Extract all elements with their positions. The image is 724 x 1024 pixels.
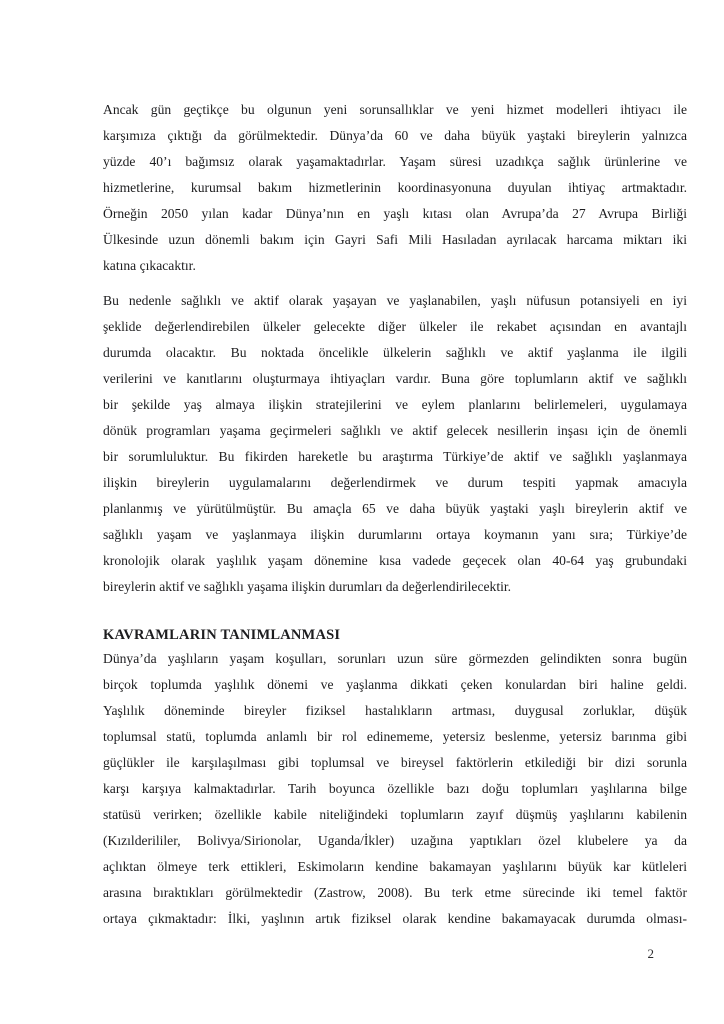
text-line: birçok toplumda yaşlılık dönemi ve yaşlanma dikkati çeken konulardan biri haline geldi. (103, 677, 687, 692)
text-line: planlanmış ve yürütülmüştür. Bu amaçla 65 ve daha büyük yaştaki yaşlı bireylerin aktif ve (103, 501, 687, 516)
text-line: katına çıkacaktır. (103, 258, 196, 273)
paragraph-concepts (103, 646, 687, 932)
text-line: Örneğin 2050 yılan kadar Dünya’nın en yaşlı kıtası olan Avrupa’da 27 Avrupa Birliği (103, 206, 687, 221)
text-line: Ülkesinde uzun dönemli bakım için Gayri Safi Mili Hasıladan ayrılacak harcama miktarı iki (103, 232, 687, 247)
text-line: ortaya çıkmaktadır: İlki, yaşlının artık fiziksel olarak kendine bakamayacak durumda olması- (103, 911, 687, 926)
text-line: Dünya’da yaşlıların yaşam koşulları, sorunları uzun süre görmezden gelindikten sonra bugün (103, 651, 687, 666)
text-line: güçlükler ile karşılaşılması gibi toplumsal ve bireysel faktörlerin etkilediği bir dizi sorunla (103, 755, 687, 770)
text-line: kronolojik olarak yaşlılık yaşam dönemine kısa vadede geçecek olan 40-64 yaş grubundaki (103, 553, 687, 568)
text-line: toplumsal statü, toplumda anlamlı bir rol edinememe, yetersiz beslenme, yetersiz barınma gibi (103, 729, 687, 744)
text-line: ilişkin bireylerin uygulamalarını değerlendirmek ve durum tespiti yapmak amacıyla (103, 475, 687, 490)
text-line: yüzde 40’ı bağımsız olarak yaşamaktadırlar. Yaşam süresi uzadıkça sağlık ürünlerine ve (103, 154, 687, 169)
text-line: karşı karşıya kalmaktadırlar. Tarih boyunca özellikle bazı doğu toplumları yaşlılarına bilge (103, 781, 687, 796)
text-line: statüsü verirken; özellikle kabile niteliğindeki toplumların zayıf düşmüş yaşlılarını kabilenin (103, 807, 687, 822)
text-line: dönük programları yaşama geçirmeleri sağlıklı ve aktif gelecek nesillerin inşası için de önemli (103, 423, 687, 438)
section-heading: KAVRAMLARIN TANIMLANMASI (103, 627, 341, 643)
page-number: 2 (647, 946, 654, 961)
paragraph-intro (103, 97, 687, 279)
text-line: hizmetlerine, kurumsal bakım hizmetlerinin koordinasyonuna duyulan ihtiyaç artmaktadır. (103, 180, 687, 195)
text-line: açlıktan ölmeye terk ettikleri, Eskimoların kendine bakamayan yaşlılarını büyük kar kütleleri (103, 859, 687, 874)
text-line: Bu nedenle sağlıklı ve aktif olarak yaşayan ve yaşlanabilen, yaşlı nüfusun potansiyeli en iyi (103, 293, 687, 308)
text-line: bireylerin aktif ve sağlıklı yaşama ilişkin durumları da değerlendirilecektir. (103, 579, 512, 594)
text-line: arasına bıraktıkları görülmektedir (Zastrow, 2008). Bu terk etme sürecinde iki temel faktör (103, 885, 687, 900)
text-line: (Kızılderililer, Bolivya/Sirionolar, Uganda/İkler) uzağına yaptıkları özel klubelere ya da (103, 833, 687, 848)
text-line: karşımıza çıktığı da görülmektedir. Dünya’da 60 ve daha büyük yaştaki bireylerin yalnızca (103, 128, 687, 143)
text-line: sağlıklı yaşam ve yaşlanmaya ilişkin durumlarını ortaya koymanın yanı sıra; Türkiye’de (103, 527, 687, 542)
text-line: durumda olacaktır. Bu noktada öncelikle ülkelerin sağlıklı ve aktif yaşlanma ile ilgili (103, 345, 687, 360)
page-body (103, 97, 687, 941)
text-line: Ancak gün geçtikçe bu olgunun yeni sorunsallıklar ve yeni hizmet modelleri ihtiyacı ile (103, 102, 687, 117)
text-line: bir sorumluluktur. Bu fikirden hareketle bu araştırma Türkiye’de aktif ve sağlıklı yaşlanmaya (103, 449, 687, 464)
text-line: Yaşlılık döneminde bireyler fiziksel hastalıkların artması, duygusal zorluklar, düşük (103, 703, 687, 718)
text-line: verilerini ve kanıtlarını oluşturmaya ihtiyaçları vardır. Buna göre toplumların aktif ve sağlıklı (103, 371, 687, 386)
paragraph-research-aim (103, 288, 687, 600)
text-line: bir şekilde yaş almaya ilişkin stratejilerini ve eylem planlarını belirlemeleri, uygulamaya (103, 397, 687, 412)
text-line: şeklide değerlendirebilen ülkeler gelecekte diğer ülkeler ile rekabet açısından en avantajlı (103, 319, 687, 334)
